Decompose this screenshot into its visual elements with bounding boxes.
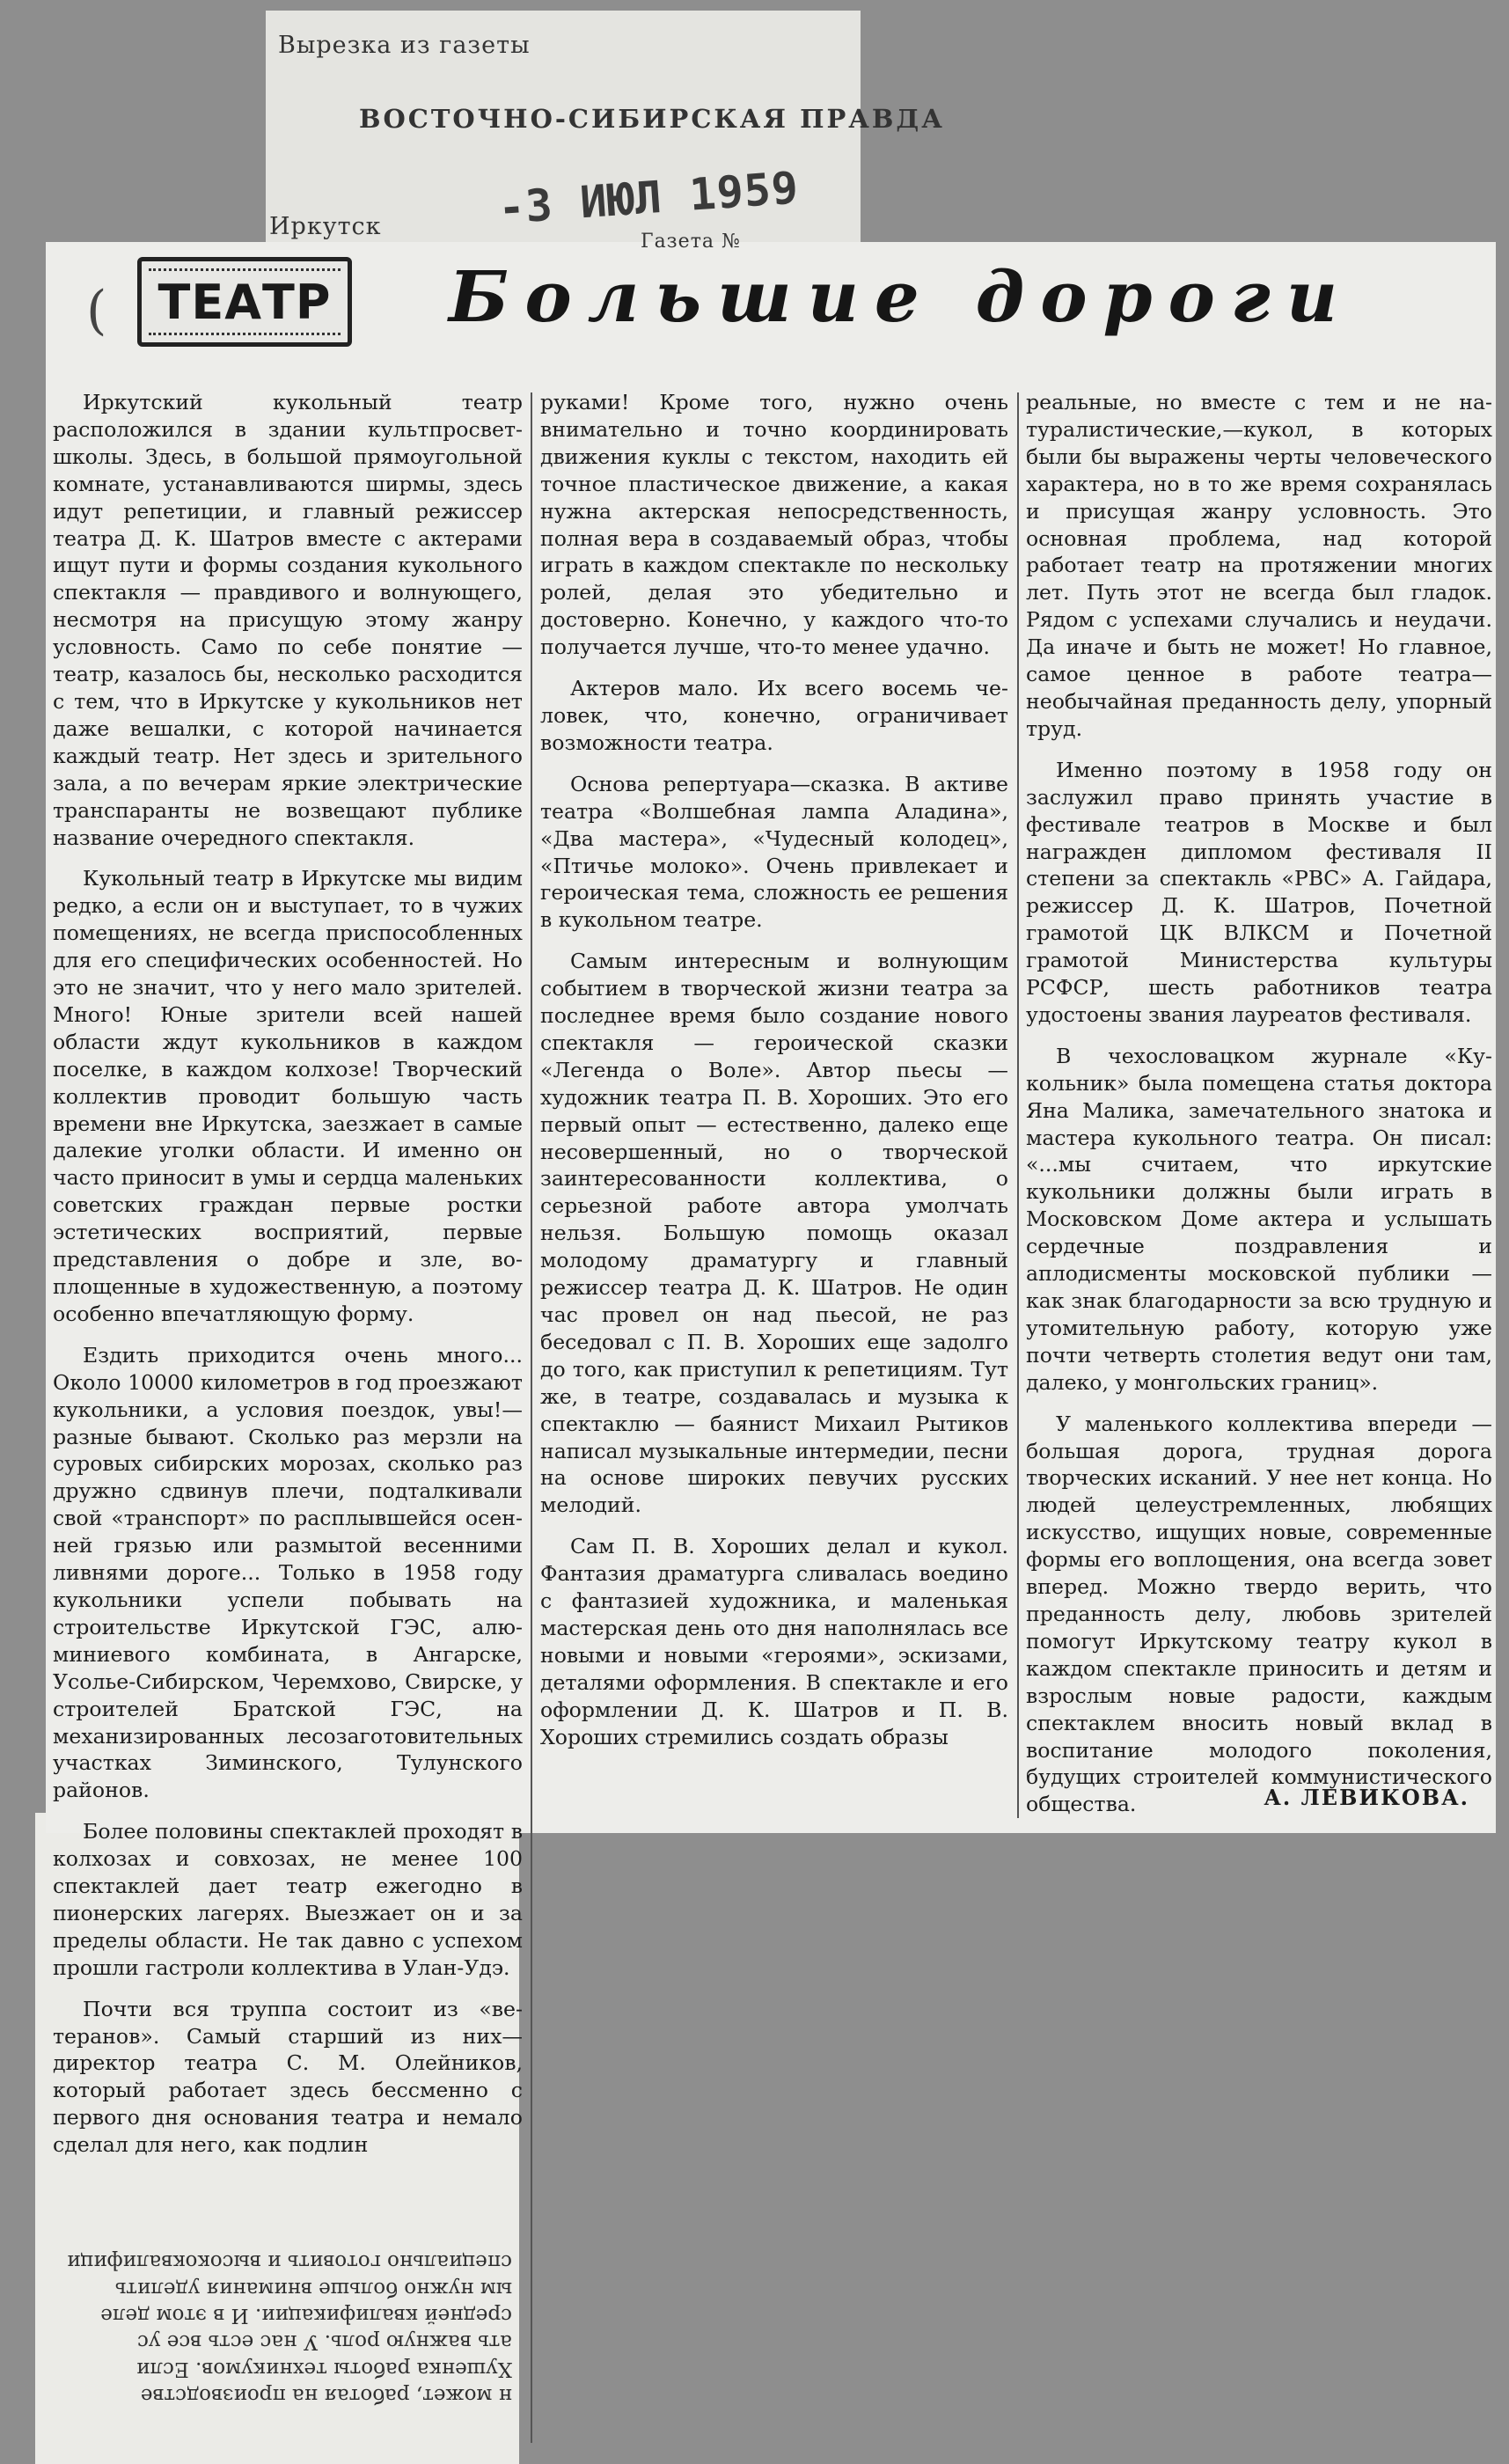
author-signature: А. ЛЕВИКОВА. bbox=[1264, 1785, 1469, 1810]
paragraph: реальные, но вместе с тем и не натуралистические,—кукол, в которых были бы выражены черты человеческого характера, но в то же время сохранялась и присущая жанру условность. Это основная проблема, над которой работает театр на протяжении многих лет. Путь этот не всегда был гладок. Рядом с успехами случались и неудачи. Да иначе и быть не может! Но главное, самое ценное в работе театра— необычайная преданность делу, упорный труд. bbox=[1026, 390, 1492, 741]
flipped-line: специально готовить и высококвалифици bbox=[67, 2250, 512, 2274]
paragraph: В чехословацком журнале «Кукольник» была помещена статья доктора Яна Малика, замечательного знатока и мастера кукольного театра. Он писал: «...мы считаем, что иркутские кукольники должны были играть в Московском Доме актера и услышать сердечные поздравления и аплодисменты московской публики — как знак благодарности за всю трудную и утомительную работу, которую уже почти четверть столетия ведут они там, далеко, у монгольских границ». bbox=[1026, 1043, 1492, 1395]
clipping-label: Вырезка из газеты bbox=[278, 32, 531, 59]
flipped-line: н может, работая на производстве bbox=[140, 2384, 512, 2408]
issue-number-label: Газета № bbox=[641, 231, 741, 253]
paragraph: Сам П. В. Хороших делал и кукол. Фантазия драматурга сливалась воедино с фантазией художника, и маленькая мастерская день ото дня наполнялась все новыми и новыми «героями», эскизами, деталями оформления. В спектакле и его оформлении Д. К. Шатров и П. В. Хороших стремились создать образы bbox=[540, 1534, 1008, 1749]
bracket-mark-icon: ( bbox=[86, 280, 107, 341]
date-stamp: -3 ИЮЛ 1959 bbox=[496, 162, 801, 234]
article-headline: Большие дороги bbox=[449, 255, 1354, 338]
paragraph: Актеров мало. Их всего восемь человек, что, конечно, ограничивает возможности театра. bbox=[540, 676, 1008, 755]
newspaper-name: ВОСТОЧНО-СИБИРСКАЯ ПРАВДА bbox=[359, 104, 945, 134]
section-rubric: ТЕАТР bbox=[137, 257, 352, 347]
paragraph: Самым интересным и волнующим событием в творческой жизни театра за последнее время было создание нового спектакля — героической сказки «Легенда о Воле». Автор пьесы — художник театра П. В. Хороших. Это его первый опыт — естественно, далеко еще несовершенный, но о творческой заинтересованности коллектива, о серьезной работе автора умолчать нельзя. Большую помощь оказал молодому драматургу и главный режиссер театра Д. К. Шатров. Не один час провел он над пьесой, не раз беседовал с П. В. Хороших еще задолго до того, как приступил к репетициям. Тут же, в театре, создавалась и музыка к спектаклю — баянист Михаил Рытиков написал музыкальные интермедии, песни на основе широких певучих русских мелодий. bbox=[540, 949, 1008, 1518]
flipped-line: ать важную роль. У нас есть все ус bbox=[137, 2330, 512, 2354]
column-divider bbox=[1017, 392, 1019, 1818]
flipped-line: средней квалификации. И в этом деле bbox=[100, 2304, 512, 2328]
paragraph: У маленького коллектива впереди — большая дорога, трудная дорога творческих исканий. У нее нет конца. Но людей целеустремленных, любящих искусство, ищущих новые, современные формы его воплощения, она всегда зовет вперед. Можно твердо верить, что преданность делу, любовь зрителей помогут Иркутскому театру кукол в каждом спектакле приносить и детям и взрослым новые радости, каждым спектаклем вносить новый вклад в воспитание молодого поколения, будущих строителей коммунистического общества. bbox=[1026, 1411, 1492, 1817]
paragraph: Ездить приходится очень много... Около 10000 километров в год проезжают кукольники, а условия поездок, увы!—разные бывают. Сколько раз мерзли на суровых сибирских морозах, сколько раз дружно сдвинув плечи, подталкивали свой «транспорт» по расплывшейся осенней грязью или размытой весенними ливнями дороге... Только в 1958 году кукольники успели побывать на строительстве Иркутской ГЭС, алюминиевого комбината, в Ангарске, Усолье-Сибирском, Черемхово, Свирске, у строителей Братской ГЭС, на механизированных лесозаготовительных участках Зиминского, Тулунского районов. bbox=[53, 1342, 523, 1803]
article-column-3 bbox=[1026, 389, 1492, 1832]
paragraph: Почти вся труппа состоит из «ветеранов». Самый старший из них— директор театра С. М. Олейников, который работает здесь бессменно с первого дня основания театра и немало сделал для него, как подлин bbox=[53, 1996, 523, 2158]
paragraph: руками! Кроме того, нужно очень внимательно и точно координировать движения куклы с текстом, находить ей точное пластическое движение, а какая нужна актерская непосредственность, полная вера в создаваемый образ, чтобы играть в каждом спектакле по нескольку ролей, делая это убедительно и достоверно. Конечно, у каждого что-то получается лучше, что-то менее удачно. bbox=[540, 390, 1008, 660]
flipped-line: Хушенка работы техникумов. Если bbox=[136, 2357, 512, 2380]
flipped-line: ым нужно больше внимания уделить bbox=[114, 2277, 512, 2300]
paragraph: Именно поэтому в 1958 году он заслужил право принять участие в фестивале театров в Москве и был награжден дипломом фестиваля II степени за спектакль «РВС» А. Гайдара, режиссер Д. К. Шатров, Почетной грамотой ЦК ВЛКСМ и Почетной грамотой Министерства культуры РСФСР, шесть работников театра удостоены звания лауреатов фестиваля. bbox=[1026, 757, 1492, 1027]
upside-down-continuation bbox=[35, 2248, 517, 2460]
paragraph: Основа репертуара—сказка. В активе театра «Волшебная лампа Аладина», «Два мастера», «Чудесный колодец», «Птичье молоко». Очень привлекает и героическая тема, сложность ее решения в кукольном театре. bbox=[540, 771, 1008, 933]
paragraph: Кукольный театр в Иркутске мы видим редко, а если он и выступает, то в чужих помещениях, не всегда приспособленных для его специфических особенностей. Но это не значит, что у него мало зрителей. Много! Юные зрители всей нашей области ждут кукольников в каждом поселке, в каждом колхозе! Творческий коллектив проводит большую часть времени вне Иркутска, заезжает в самые далекие уголки области. И именно он часто приносит в умы и сердца маленьких советских граждан первые ростки эстетических восприятий, первые представления о добре и зле, воплощенные в художественную, а поэтому особенно впечатляющую форму. bbox=[53, 866, 523, 1326]
city-label: Иркутск bbox=[269, 213, 382, 240]
paragraph: Более половины спектаклей проходят в колхозах и совхозах, не менее 100 спектаклей дает театр ежегодно в пионерских лагерях. Выезжает он и за пределы области. Не так давно с успехом прошли гастроли коллектива в Улан-Удэ. bbox=[53, 1819, 523, 1980]
paragraph: Иркутский кукольный театр расположился в здании культпросветшколы. Здесь, в большой прямоугольной комнате, устанавливаются ширмы, здесь идут репетиции, и главный режиссер театра Д. К. Шатров вместе с актерами ищут пути и формы создания кукольного спектакля — правдивого и волнующего, несмотря на присущую этому жанру условность. Само по себе понятие — театр, казалось бы, несколько расходится с тем, что в Иркутске у кукольников нет даже вешалки, с которой начинается каждый театр. Нет здесь и зрительного зала, а по вечерам яркие электрические транспаранты не возвещают публике название очередного спектакля. bbox=[53, 390, 523, 850]
column-divider bbox=[531, 392, 532, 2443]
article-column-1 bbox=[53, 389, 523, 2173]
article-column-2 bbox=[540, 389, 1008, 1765]
